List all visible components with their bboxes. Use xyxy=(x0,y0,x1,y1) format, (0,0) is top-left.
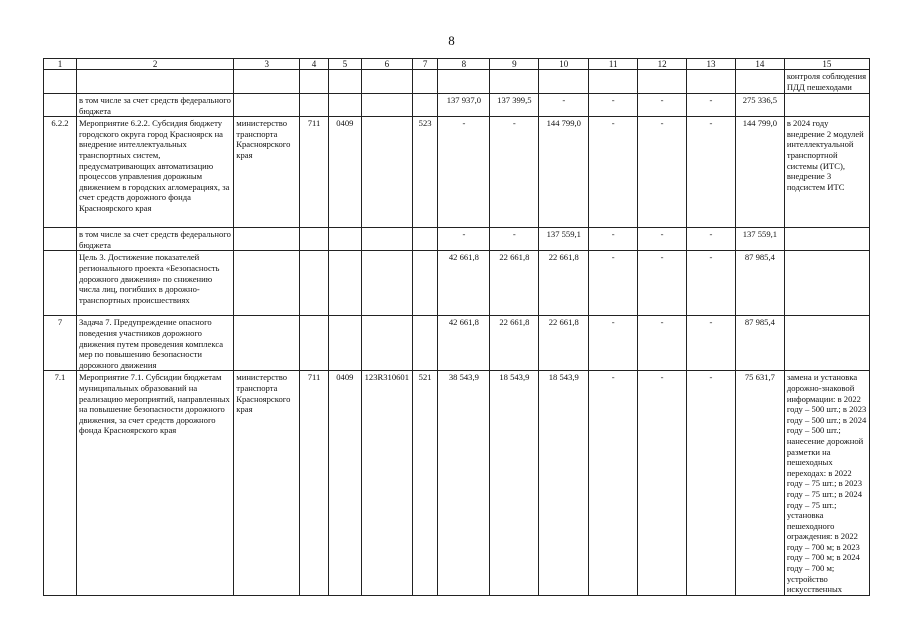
header-cell: 5 xyxy=(328,59,361,70)
cell-value: - xyxy=(687,251,736,316)
cell-result: замена и установка дорожно-знаковой информации: в 2022 году – 500 шт.; в 2023 году – 500 шт.; в 2024 году – 500 шт.; нанесение дорожной разметки на пешеходных переходах: в 2022 году – 75 шт.; в 2023 году – 75 шт.; в 2024 году – 75 шт.; установка пешеходного ограждения: в 2022 году – 700 м; в 2023 году – 700 м; в 2024 году – 700 м; устройство искусственных xyxy=(784,371,869,595)
cell-value xyxy=(687,70,736,94)
cell-number: 7 xyxy=(44,316,77,371)
cell-name: в том числе за счет средств федерального бюджета xyxy=(76,94,233,117)
cell-value: - xyxy=(687,371,736,595)
cell-value: 22 661,8 xyxy=(539,251,589,316)
cell-value xyxy=(638,70,687,94)
cell-result xyxy=(784,251,869,316)
cell-vr: 523 xyxy=(412,117,438,228)
cell-value: - xyxy=(589,251,638,316)
cell-total: 87 985,4 xyxy=(735,251,784,316)
header-cell: 3 xyxy=(234,59,300,70)
cell-number xyxy=(44,228,77,251)
cell-csr xyxy=(361,70,412,94)
cell-result xyxy=(784,316,869,371)
cell-result: в 2024 году внедрение 2 модулей интеллектуальной транспортной системы (ИТС), внедрение 3 подсистем ИТС xyxy=(784,117,869,228)
cell-grbs xyxy=(300,70,329,94)
cell-vr xyxy=(412,94,438,117)
cell-value: - xyxy=(589,371,638,595)
cell-value: - xyxy=(687,228,736,251)
cell-grbs xyxy=(300,228,329,251)
cell-value: 42 661,8 xyxy=(438,316,490,371)
cell-total: 275 336,5 xyxy=(735,94,784,117)
cell-value: - xyxy=(438,117,490,228)
cell-number xyxy=(44,94,77,117)
cell-csr xyxy=(361,228,412,251)
cell-rzpr: 0409 xyxy=(328,117,361,228)
table-row xyxy=(44,371,870,595)
cell-value: - xyxy=(687,94,736,117)
cell-value: - xyxy=(539,94,589,117)
cell-result xyxy=(784,94,869,117)
cell-value: - xyxy=(490,228,539,251)
cell-value: 22 661,8 xyxy=(490,316,539,371)
cell-value: - xyxy=(490,117,539,228)
cell-name: Задача 7. Предупреждение опасного поведения участников дорожного движения путем проведения комплекса мер по повышению безопасности дорожного движения xyxy=(76,316,233,371)
cell-administrator: министерство транспорта Красноярского края xyxy=(234,371,300,595)
cell-name: Мероприятие 7.1. Субсидии бюджетам муниципальных образований на реализацию мероприятий, направленных на повышение безопасности дорожного движения, за счет средств дорожного фонда Красноярского края xyxy=(76,371,233,595)
cell-grbs xyxy=(300,251,329,316)
cell-total: 75 631,7 xyxy=(735,371,784,595)
cell-value: - xyxy=(638,94,687,117)
cell-rzpr xyxy=(328,70,361,94)
cell-total: 87 985,4 xyxy=(735,316,784,371)
cell-administrator xyxy=(234,94,300,117)
cell-rzpr xyxy=(328,316,361,371)
cell-name: Мероприятие 6.2.2. Субсидия бюджету городского округа город Красноярск на внедрение интеллектуальных транспортных систем, предусматривающих автоматизацию процессов управления дорожным движением в городских агломерациях, за счет средств дорожного фонда Красноярского края xyxy=(76,117,233,228)
cell-administrator: министерство транспорта Красноярского края xyxy=(234,117,300,228)
cell-administrator xyxy=(234,251,300,316)
header-cell: 11 xyxy=(589,59,638,70)
header-cell: 9 xyxy=(490,59,539,70)
cell-value: - xyxy=(589,117,638,228)
cell-value: - xyxy=(687,117,736,228)
table-row xyxy=(44,94,870,117)
header-cell: 8 xyxy=(438,59,490,70)
cell-rzpr xyxy=(328,94,361,117)
header-cell: 10 xyxy=(539,59,589,70)
cell-value: 137 559,1 xyxy=(539,228,589,251)
cell-grbs: 711 xyxy=(300,371,329,595)
cell-value: 137 937,0 xyxy=(438,94,490,117)
cell-value: - xyxy=(589,94,638,117)
cell-total: 137 559,1 xyxy=(735,228,784,251)
cell-number xyxy=(44,251,77,316)
header-cell: 1 xyxy=(44,59,77,70)
header-row xyxy=(44,59,870,70)
table-row xyxy=(44,228,870,251)
cell-value: - xyxy=(687,316,736,371)
budget-table xyxy=(43,58,870,596)
cell-csr xyxy=(361,94,412,117)
cell-csr xyxy=(361,316,412,371)
cell-number: 6.2.2 xyxy=(44,117,77,228)
cell-number xyxy=(44,70,77,94)
cell-value: 18 543,9 xyxy=(490,371,539,595)
cell-number: 7.1 xyxy=(44,371,77,595)
cell-name: в том числе за счет средств федерального бюджета xyxy=(76,228,233,251)
cell-administrator xyxy=(234,228,300,251)
cell-result xyxy=(784,228,869,251)
cell-vr xyxy=(412,251,438,316)
cell-total xyxy=(735,70,784,94)
cell-csr xyxy=(361,251,412,316)
header-cell: 7 xyxy=(412,59,438,70)
cell-vr xyxy=(412,228,438,251)
cell-name: Цель 3. Достижение показателей регионального проекта «Безопасность дорожного движения» по снижению числа лиц, погибших в дорожно-транспортных происшествиях xyxy=(76,251,233,316)
header-cell: 4 xyxy=(300,59,329,70)
cell-value: - xyxy=(638,251,687,316)
table-row xyxy=(44,70,870,94)
cell-value: 22 661,8 xyxy=(490,251,539,316)
cell-result: контроля соблюдения ПДД пешеходами xyxy=(784,70,869,94)
cell-csr xyxy=(361,117,412,228)
cell-value xyxy=(589,70,638,94)
cell-grbs xyxy=(300,94,329,117)
header-cell: 12 xyxy=(638,59,687,70)
table-row xyxy=(44,117,870,228)
cell-csr: 123R310601 xyxy=(361,371,412,595)
cell-name xyxy=(76,70,233,94)
cell-value: - xyxy=(638,117,687,228)
cell-value: - xyxy=(638,228,687,251)
cell-value: - xyxy=(638,371,687,595)
table-row xyxy=(44,316,870,371)
cell-value: - xyxy=(589,228,638,251)
cell-vr xyxy=(412,316,438,371)
cell-value xyxy=(490,70,539,94)
page-number: 8 xyxy=(448,33,455,48)
cell-value: 144 799,0 xyxy=(539,117,589,228)
cell-value: 22 661,8 xyxy=(539,316,589,371)
cell-administrator xyxy=(234,70,300,94)
cell-total: 144 799,0 xyxy=(735,117,784,228)
cell-value: 38 543,9 xyxy=(438,371,490,595)
cell-value xyxy=(438,70,490,94)
header-cell: 6 xyxy=(361,59,412,70)
table-row xyxy=(44,251,870,316)
cell-vr: 521 xyxy=(412,371,438,595)
header-cell: 14 xyxy=(735,59,784,70)
cell-value xyxy=(539,70,589,94)
cell-rzpr xyxy=(328,228,361,251)
header-cell: 13 xyxy=(687,59,736,70)
cell-value: - xyxy=(638,316,687,371)
header-cell: 2 xyxy=(76,59,233,70)
cell-value: 18 543,9 xyxy=(539,371,589,595)
cell-value: - xyxy=(589,316,638,371)
cell-administrator xyxy=(234,316,300,371)
cell-rzpr: 0409 xyxy=(328,371,361,595)
cell-value: 137 399,5 xyxy=(490,94,539,117)
header-cell: 15 xyxy=(784,59,869,70)
cell-rzpr xyxy=(328,251,361,316)
cell-value: 42 661,8 xyxy=(438,251,490,316)
cell-vr xyxy=(412,70,438,94)
cell-grbs: 711 xyxy=(300,117,329,228)
cell-grbs xyxy=(300,316,329,371)
cell-value: - xyxy=(438,228,490,251)
